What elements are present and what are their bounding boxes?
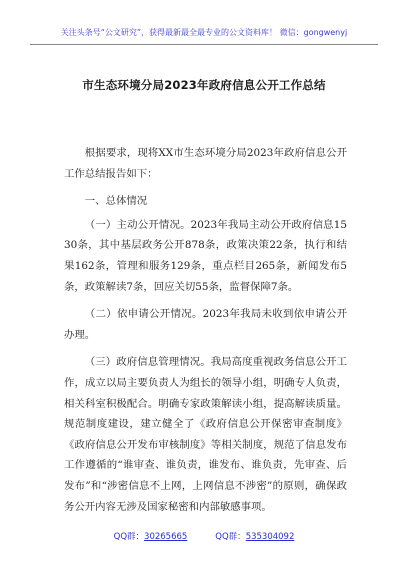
paragraph-request-disclosure: （二）依申请公开情况。2023年我局未收到依申请公开办理。 (64, 308, 347, 341)
document-body (64, 143, 347, 524)
footer-qq-label-1: QQ群： (113, 532, 145, 542)
intro-paragraph: 根据要求，现将XX市生态环境分局2023年政府信息公开工作总结报告如下： (64, 147, 347, 180)
footer-qq-number-2: 535304092 (245, 532, 295, 542)
paragraph-proactive-disclosure: （一）主动公开情况。2023年我局主动公开政府信息1530条，其中基层政务公开878条，政策决策22条，执行和结果162条，管理和服务129条，重点栏目265条，新闻发布5条，政策解读7条，回应关切55条，监督保障7条。 (64, 218, 347, 293)
footer-qq-label-2: QQ群： (215, 532, 246, 542)
header-promo-note: 关注头条号“公文研究”，获得最新最全最专业的公文资料库！ 微信：gongwenyj (60, 28, 348, 37)
paragraph-information-management: （三）政府信息管理情况。我局高度重视政务信息公开工作，成立以局主要负责人为组长的领导小组，明确专人负责，相关科室积极配合。明确专家政策解读小组，提高解读质量。规范制度建设，建立健全了《政府信息公开保密审查制度》《政府信息公开发布审核制度》等相关制度，规范了信息发布工作遵循的“谁审查、谁负责，谁发布、谁负责，先审查、后发布”和“涉密信息不上网，上网信息不涉密”的原则，确保政务公开内容无涉及国家秘密和内部敏感事项。 (64, 356, 347, 513)
header-divider (30, 44, 378, 45)
footer-contact (0, 530, 408, 542)
document-title: 市生态环境分局2023年政府信息公开工作总结 (82, 78, 326, 92)
section-heading-overview: 一、总体情况 (84, 195, 148, 208)
footer-qq-number-1: 30265665 (144, 532, 188, 542)
